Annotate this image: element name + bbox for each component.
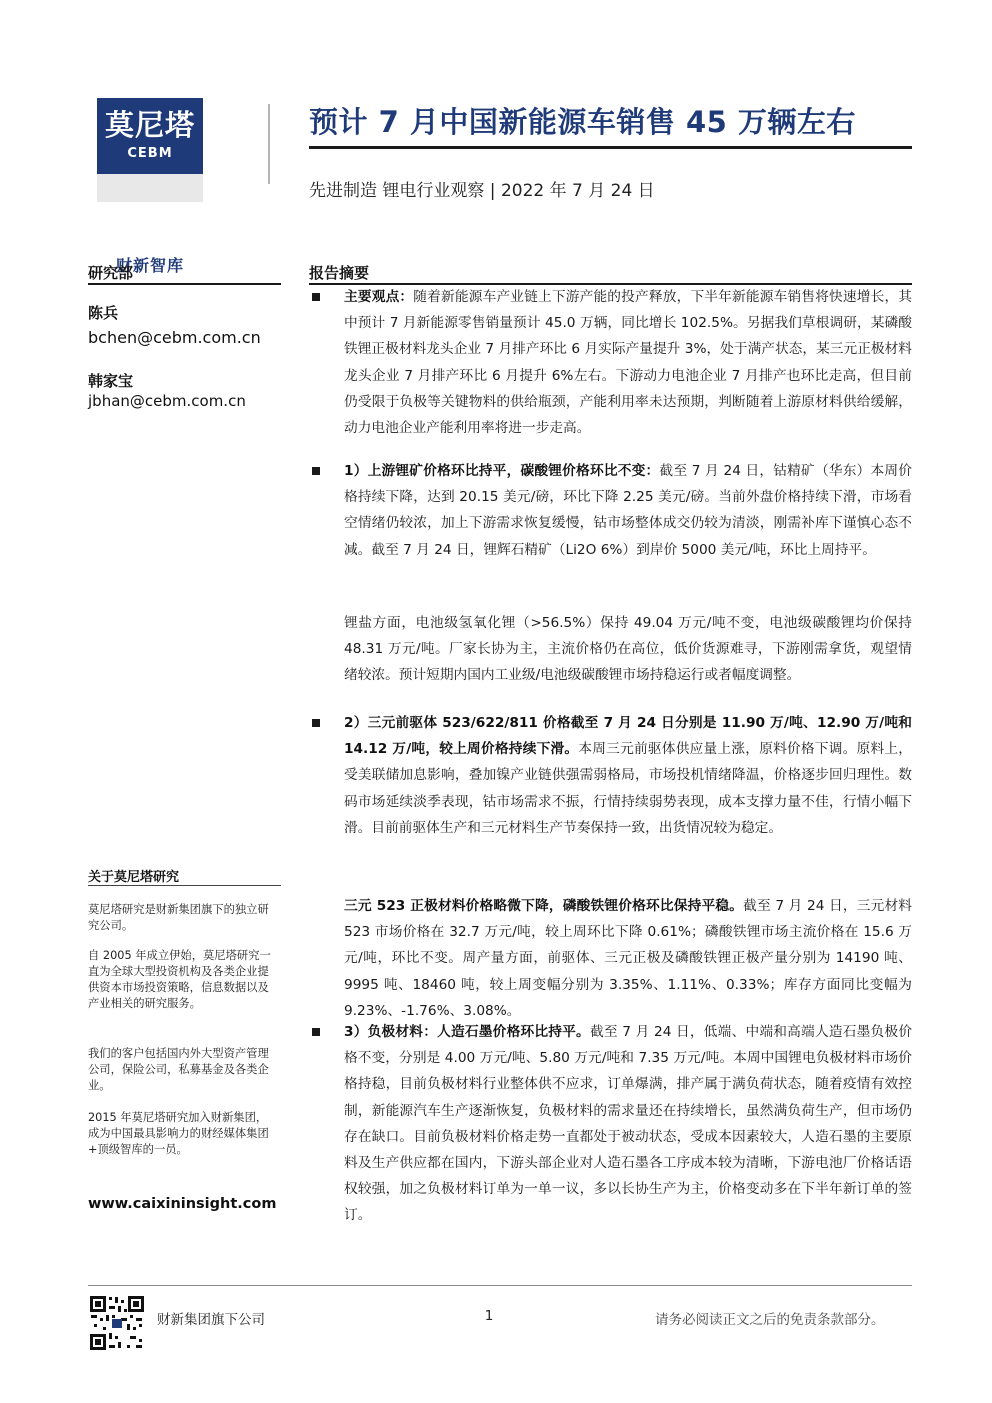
about-title: 关于莫尼塔研究 bbox=[88, 870, 180, 885]
about-paragraph: 莫尼塔研究是财新集团旗下的独立研究公司。 bbox=[88, 903, 269, 932]
summary-paragraph bbox=[344, 610, 912, 689]
summary-paragraph bbox=[344, 458, 912, 563]
paragraph-text: 截至 7 月 24 日，钴精矿（华东）本周价格持续下降，达到 20.15 美元/磅，环比下降 2.25 美元/磅。当前外盘价格持续下滑，市场看空情绪仍较浓，加上下游需求恢复缓慢，钴市场整体成交仍较为清淡，刚需补库下谨慎心态不减。截至 7 月 24 日，锂辉石精矿（Li2O 6%）到岸价 5000 美元/吨，环比上周持平。 bbox=[344, 463, 912, 558]
bullet-icon bbox=[312, 719, 320, 727]
paragraph-text: 本周三元前驱体供应量上涨，原料价格下调。原料上，受美联储加息影响，叠加镍产业链供强需弱格局，市场投机情绪降温，价格逐步回归理性。数码市场延续淡季表现，钴市场需求不振，行情持续弱势表现，成本支撑力量不佳，行情小幅下滑。目前前驱体生产和三元材料生产节奏保持一致，出货情况较为稳定。 bbox=[344, 741, 912, 836]
cebm-logo bbox=[97, 98, 203, 275]
about-paragraph: 2015 年莫尼塔研究加入财新集团，成为中国最具影响力的财经媒体集团+顶级智库的一员。 bbox=[88, 1111, 269, 1156]
paragraph-text: 随着新能源车产业链上下游产能的投产释放，下半年新能源车销售将快速增长，其中预计 7 月新能源零售销量预计 45.0 万辆，同比增长 102.5%。另据我们草根调研，某磷酸铁锂正极材料龙头企业 7 月排产环比 6 月实际产量提升 3%，处于满产状态，某三元正极材料龙头企业 7 月排产环比 6 月提升 6%左右。下游动力电池企业 7 月排产也环比走高，但目前仍受限于负极等关键物料的供给瓶颈，产能利用率未达预期，判断随着上游原材料供给缓解，动力电池企业产能利用率将进一步走高。 bbox=[344, 289, 912, 437]
page-number: 1 bbox=[484, 1308, 494, 1324]
paragraph-lead: 1）上游锂矿价格环比持平，碳酸锂价格环比不变： bbox=[344, 463, 660, 479]
summary-paragraph bbox=[344, 893, 912, 1024]
analyst-name: 陈兵 bbox=[88, 304, 119, 322]
logo-lower-block bbox=[97, 174, 203, 275]
bullet-icon bbox=[312, 1028, 320, 1036]
analyst-name: 韩家宝 bbox=[88, 372, 134, 390]
summary-paragraph bbox=[344, 710, 912, 841]
paragraph-lead: 三元 523 正极材料价格略微下降，磷酸铁锂价格环比保持平稳。 bbox=[344, 898, 744, 914]
footer-disclaimer: 请务必阅读正文之后的免责条款部分。 bbox=[655, 1312, 885, 1328]
logo-brand-en: CEBM bbox=[127, 146, 173, 161]
paragraph-text: 截至 7 月 24 日，三元材料 523 市场价格在 32.7 万元/吨，较上周环比下降 0.61%；磷酸铁锂市场主流价格在 15.6 万元/吨，环比不变。周产量方面，前驱体、三元正极及磷酸铁锂正极产量分别为 14190 吨、9995 吨、18460 吨，较上周变幅分别为 3.35%、1.11%、0.33%；库存方面同比变幅为 9.23%、-1.76%、3.08%。 bbox=[344, 898, 913, 1019]
summary-paragraph bbox=[344, 1019, 912, 1229]
paragraph-text: 截至 7 月 24 日，低端、中端和高端人造石墨负极价格不变，分别是 4.00 万元/吨、5.80 万元/吨和 7.35 万元/吨。本周中国锂电负极材料市场价格持稳，目前负极材料行业整体供不应求，订单爆满，排产属于满负荷状态，随着疫情有效控制，新能源汽车生产逐渐恢复，负极材料的需求量还在持续增长，虽然满负荷生产，但市场仍存在缺口。目前负极材料价格走势一直都处于被动状态，受成本因素较大，人造石墨的主要原料及生产供应都在国内，下游头部企业对人造石墨各工序成本较为清晰，下游电池厂价格话语权较强，加之负极材料订单为一单一议，多以长协生产为主，价格变动多在下半年新订单的签订。 bbox=[344, 1024, 913, 1224]
report-title: 预计 7 月中国新能源车销售 45 万辆左右 bbox=[309, 105, 856, 139]
paragraph-text: 锂盐方面，电池级氢氧化锂（>56.5%）保持 49.04 万元/吨不变，电池级碳酸锂均价保持 48.31 万元/吨。厂家长协为主，主流价格仍在高位，低价货源难寻，下游刚需拿货，观望情绪较浓。预计短期内国内工业级/电池级碳酸锂市场持稳运行或者幅度调整。 bbox=[344, 615, 912, 684]
analyst-email-link[interactable]: jbhan@cebm.com.cn bbox=[88, 392, 246, 410]
summary-paragraph bbox=[344, 284, 912, 441]
paragraph-lead: 2）三元前驱体 523/622/811 价格截至 7 月 24 日分别是 11.90 万/吨、12.90 万/吨和 14.12 万/吨，较上周价格持续下滑。 bbox=[344, 715, 912, 758]
report-subtitle: 先进制造 锂电行业观察 | 2022 年 7 月 24 日 bbox=[309, 181, 655, 201]
header-divider bbox=[268, 104, 270, 184]
analyst-email-link[interactable]: bchen@cebm.com.cn bbox=[88, 328, 261, 347]
left-section-rule bbox=[88, 283, 281, 285]
footer-rule bbox=[88, 1285, 912, 1286]
logo-upper-block bbox=[97, 98, 203, 174]
website-link[interactable]: www.caixininsight.com bbox=[88, 1196, 277, 1212]
about-paragraph: 自 2005 年成立伊始，莫尼塔研究一直为全球大型投资机构及各类企业提供资本市场投资策略，信息数据以及产业相关的研究服务。 bbox=[88, 949, 271, 1010]
bullet-icon bbox=[312, 467, 320, 475]
paragraph-lead: 主要观点： bbox=[344, 289, 414, 305]
summary-label: 报告摘要 bbox=[309, 264, 370, 282]
logo-sub: 财新智库 bbox=[115, 256, 184, 275]
paragraph-lead: 3）负极材料：人造石墨价格环比持平。 bbox=[344, 1024, 590, 1040]
about-paragraph: 我们的客户包括国内外大型资产管理公司，保险公司，私募基金及各类企业。 bbox=[88, 1047, 269, 1092]
dept-label: 研究部 bbox=[88, 264, 134, 282]
bullet-icon bbox=[312, 293, 320, 301]
about-rule bbox=[88, 885, 281, 886]
title-rule bbox=[309, 146, 912, 149]
qr-code-icon bbox=[88, 1294, 146, 1352]
footer-company: 财新集团旗下公司 bbox=[157, 1312, 265, 1328]
logo-brand-cn: 莫尼塔 bbox=[104, 108, 195, 142]
